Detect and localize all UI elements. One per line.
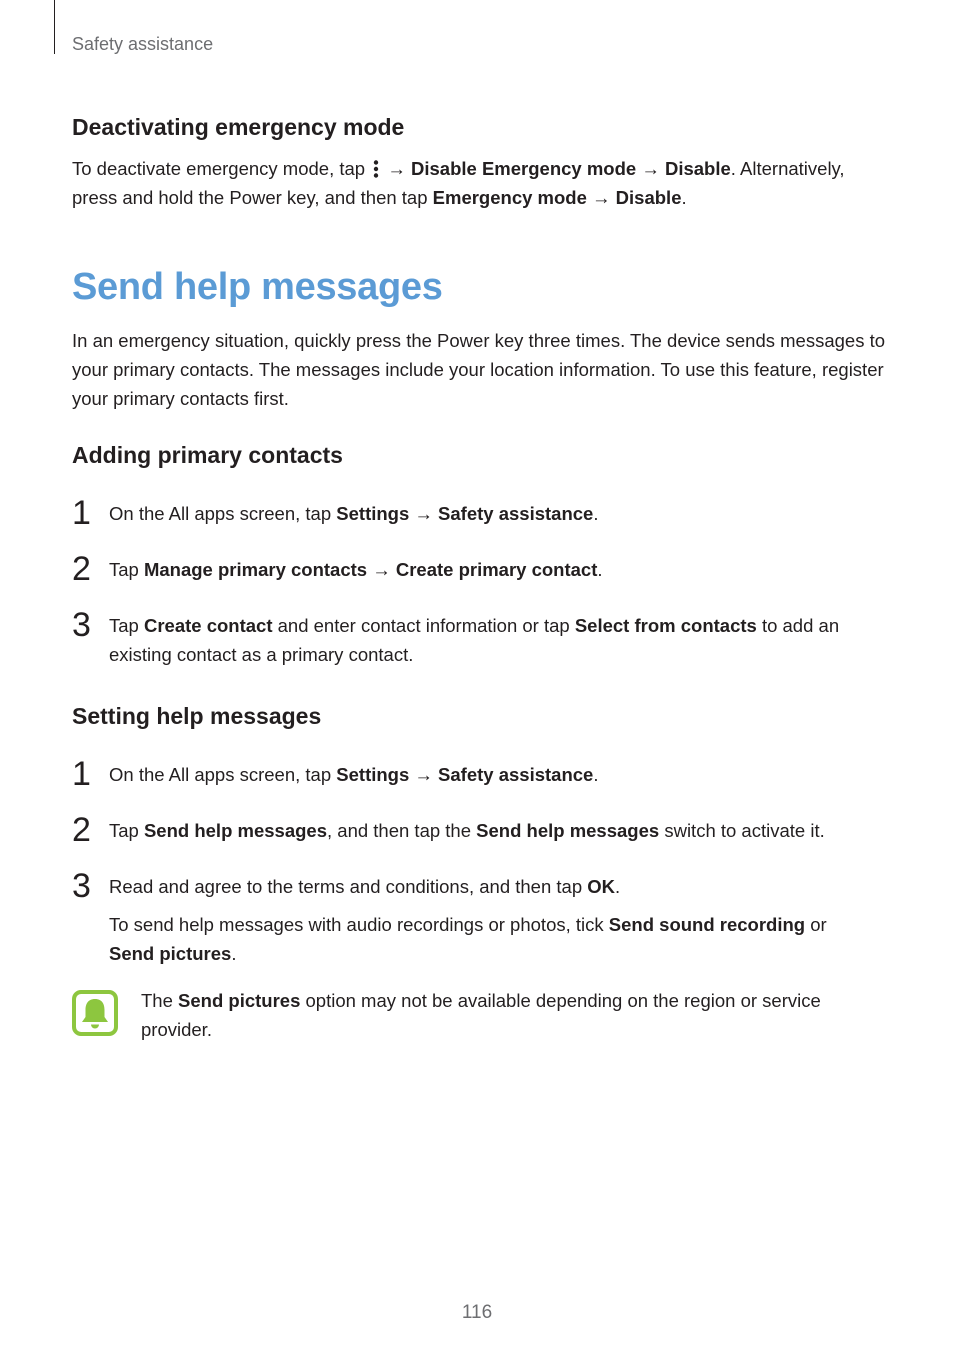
page-number: 116 [461,1302,493,1323]
setting-step-3-detail: To send help messages with audio recordings or photos, tick Send sound recording or Send pictures. [109,914,827,964]
step-text: Tap Manage primary contacts → Create primary contact. [109,559,603,580]
section-title: Send help messages [72,266,443,308]
heading-setting-help-messages: Setting help messages [72,703,322,729]
step-text: On the All apps screen, tap Settings → Safety assistance. [109,764,599,785]
step-text: Read and agree to the terms and conditions, and then tap OK. [109,876,621,897]
note-text: The Send pictures option may not be available depending on the region or service provider. [141,990,821,1040]
step-number: 2 [72,550,91,588]
step-number: 3 [72,867,91,905]
heading-adding-primary-contacts: Adding primary contacts [72,442,343,468]
notification-bell-icon [72,990,118,1036]
more-options-icon [373,160,379,178]
step-number: 3 [72,606,91,644]
step-text: Tap Send help messages, and then tap the Send help messages switch to activate it. [109,820,825,841]
running-header: Safety assistance [72,34,214,54]
step-text: On the All apps screen, tap Settings → Safety assistance. [109,503,599,524]
intro-paragraph: In an emergency situation, quickly press the Power key three times. The device sends messages to your primary contacts. The messages include your location information. To use this feature, register your primary contacts first. [72,330,886,409]
step-number: 1 [72,755,91,793]
deactivate-paragraph: To deactivate emergency mode, tap → Disable Emergency mode → Disable. Alternatively, press and hold the Power key, and then tap Emergency mode → Disable. [72,158,845,208]
step-number: 1 [72,494,91,532]
step-number: 2 [72,811,91,849]
step-text: Tap Create contact and enter contact information or tap Select from contacts to add an existing contact as a primary contact. [109,615,840,665]
header-rule [54,0,55,54]
heading-deactivating: Deactivating emergency mode [72,114,405,140]
